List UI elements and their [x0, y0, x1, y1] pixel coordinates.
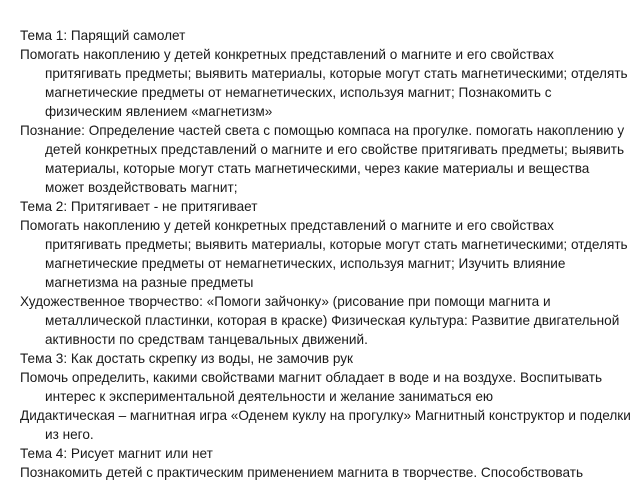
topic-1-goals: Помогать накоплению у детей конкретных представлений о магните и его свойствах притягивать предметы; выявить материалы, которые могут стать магнетическими; отделять магнетические предметы от немагнетических, используя магнит; Познакомить с физическим явлением «магнетизм»: [20, 47, 628, 119]
document-body: [0, 26, 640, 482]
topic-3-heading: Тема 3: Как достать скрепку из воды, не замочив рук: [20, 351, 353, 366]
topic-3-goals: Помочь определить, какими свойствами магнит обладает в воде и на воздухе. Воспитывать интерес к экспериментальной деятельности и желание заниматься ею: [20, 370, 603, 404]
topic-2-heading: Тема 2: Притягивает - не притягивает: [20, 199, 258, 214]
topic-1-cognition: Познание: Определение частей света с помощью компаса на прогулке. помогать накоплению у детей конкретных представлений о магните и его свойстве притягивать предметы; выявить материалы, которые могут стать магнетическими, через какие материалы и вещества может воздействовать магнит;: [20, 123, 625, 195]
topic-4-heading: Тема 4: Рисует магнит или нет: [20, 446, 213, 461]
topic-4-goals: Познакомить детей с практическим применением магнита в творчестве. Способствовать: [20, 465, 584, 480]
topic-3-game: Дидактическая – магнитная игра «Оденем куклу на прогулку» Магнитный конструктор и поделки из него.: [20, 408, 631, 442]
topic-2-art: Художественное творчество: «Помоги зайчонку» (рисование при помощи магнита и металлической пластинки, которая в краске) Физическая культура: Развитие двигательной активности по средствам танцевальных движений.: [20, 294, 620, 347]
topic-2-goals: Помогать накоплению у детей конкретных представлений о магните и его свойствах притягивать предметы; выявить материалы, которые могут стать магнетическими; отделять магнетические предметы от немагнетических, используя магнит; Изучить влияние магнетизма на разные предметы: [20, 218, 628, 290]
topic-1-heading: Тема 1: Парящий самолет: [20, 28, 186, 43]
